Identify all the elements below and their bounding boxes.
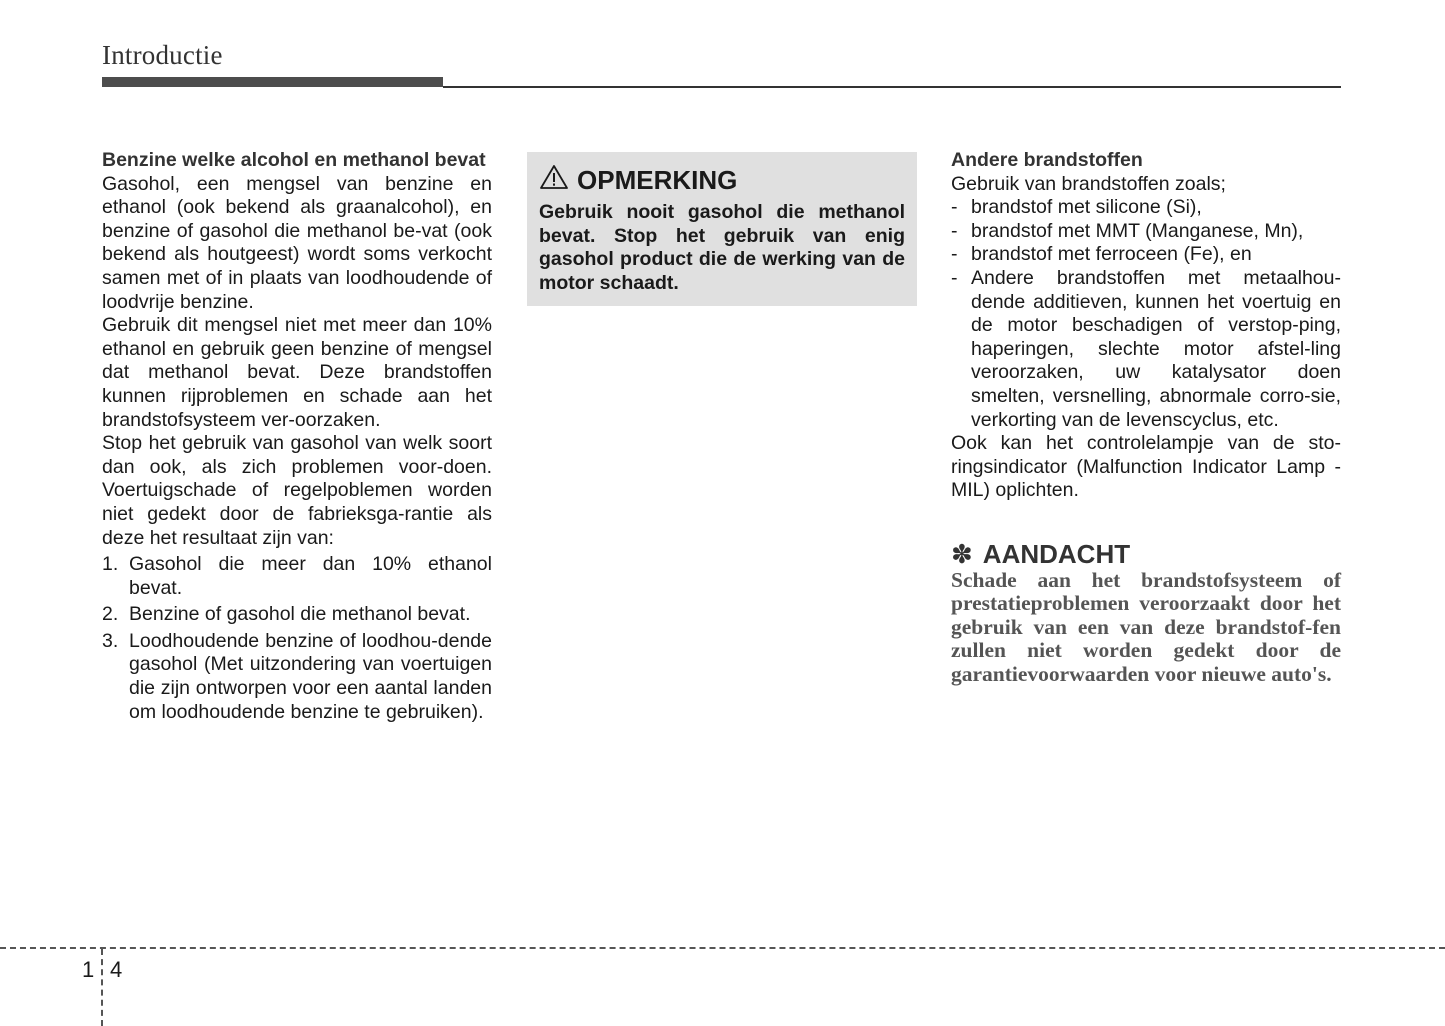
dash-marker: -	[951, 219, 958, 242]
paragraph: Gebruik van brandstoffen zoals;	[951, 172, 1226, 195]
attention-body: Schade aan het brandstofsysteem of prestatieproblemen veroorzaakt door het gebruik van een van deze brandstof-fen zullen niet worden gedekt door de garantievoorwaarden voor nieuwe auto's.	[951, 567, 1341, 686]
dash-list	[951, 196, 1341, 432]
paragraph: Gasohol, een mengsel van benzine en ethanol (ook bekend als graanalcohol), en benzine of gasohol die methanol be-vat (ook bekend als houtgeest) wordt soms verkocht samen met of in plaats van loodhoudende of loodvrije benzine.	[102, 172, 492, 313]
header-rule-thin	[443, 86, 1341, 88]
section-heading-alcohol: Benzine welke alcohol en methanol bevat	[102, 149, 486, 171]
footer-divider	[0, 947, 1445, 949]
list-item-text: Benzine of gasohol die methanol bevat.	[129, 603, 471, 626]
dash-marker: -	[951, 243, 958, 266]
notice-title: OPMERKING	[577, 165, 738, 195]
left-column	[102, 149, 492, 724]
page-title: Introductie	[102, 40, 223, 70]
list-item-text: Gasohol die meer dan 10% ethanol bevat.	[129, 553, 492, 599]
attention-header	[951, 538, 1341, 569]
list-item	[102, 553, 492, 600]
notice-box	[527, 152, 917, 306]
header-rule-thick	[102, 77, 443, 87]
attention-title: AANDACHT	[982, 538, 1131, 569]
list-item-text: Andere brandstoffen met metaalhou-dende additieven, kunnen het voertuig en de motor beschadigen of verstop-ping, haperingen, slechte motor afstel-ling veroorzaken, uw katalysator doen smelten, versnelling, abnormale corro-sie, verkorting van de levenscyclus, etc.	[971, 266, 1341, 431]
warning-triangle-icon	[539, 164, 569, 197]
notice-body: Gebruik nooit gasohol die methanol bevat. Stop het gebruik van enig gasohol product die de werking van de motor schaadt.	[539, 201, 905, 294]
list-item-text: brandstof met ferroceen (Fe), en	[971, 243, 1252, 266]
chapter-number: 1	[82, 957, 95, 982]
asterisk-icon: ✽	[951, 538, 973, 569]
list-item	[102, 603, 492, 627]
list-item	[951, 267, 1341, 432]
list-item	[951, 220, 1341, 244]
page-number: 4	[110, 957, 123, 982]
list-number: 1.	[102, 553, 119, 576]
paragraph: Ook kan het controlelampje van de sto-ringsindicator (Malfunction Indicator Lamp - MIL) oplichten.	[951, 432, 1341, 502]
list-item	[102, 630, 492, 724]
numbered-list	[102, 553, 492, 724]
list-number: 2.	[102, 603, 119, 626]
list-item	[951, 196, 1341, 220]
list-item-text: brandstof met MMT (Manganese, Mn),	[971, 219, 1304, 242]
dash-marker: -	[951, 196, 958, 219]
list-item-text: brandstof met silicone (Si),	[971, 196, 1202, 219]
notice-header	[539, 164, 905, 197]
list-item-text: Loodhoudende benzine of loodhou-dende gasohol (Met uitzondering van voertuigen die zijn ontworpen voor een aantal landen om loodhoudende benzine te gebruiken).	[129, 629, 492, 723]
right-column	[951, 149, 1341, 686]
dash-marker: -	[951, 266, 958, 289]
footer-vertical-divider	[101, 949, 103, 1026]
list-number: 3.	[102, 629, 119, 652]
paragraph: Stop het gebruik van gasohol van welk soort dan ook, als zich problemen voor-doen. Voertuigschade of regelpoblemen worden niet gedekt door de fabrieksga-rantie als deze het resultaat zijn van:	[102, 432, 492, 549]
section-heading-other-fuels: Andere brandstoffen	[951, 149, 1143, 171]
paragraph: Gebruik dit mengsel niet met meer dan 10% ethanol en gebruik geen benzine of mengsel dat methanol bevat. Deze brandstoffen kunnen rijproblemen en schade aan het brandstofsysteem ver-oorzaken.	[102, 314, 492, 431]
list-item	[951, 243, 1341, 267]
